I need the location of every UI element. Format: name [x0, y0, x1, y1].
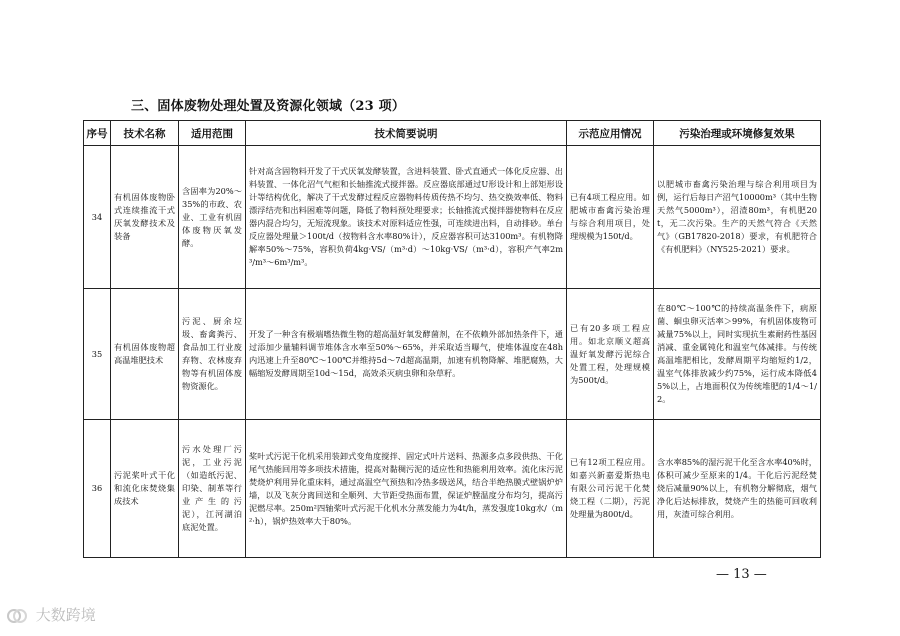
table-row	[84, 146, 821, 289]
technology-name: 有机固体废物超高温堆肥技术	[111, 289, 179, 420]
demonstration-application: 已有4项工程应用。如肥城市畜禽污染治理与综合利用项目，处理规模为150t/d。	[567, 146, 654, 289]
remediation-effect: 含水率85%的湿污泥干化至含水率40%时，体积可减少至原来的1/4。干化后污泥经焚烧后减量90%以上，有机物分解彻底，烟气净化后达标排放，焚烧产生的热能可回收利用，灰渣可综合利用。	[654, 420, 821, 558]
row-number: 36	[84, 420, 111, 558]
watermark-logo	[6, 604, 96, 625]
header-demo: 示范应用情况	[567, 121, 654, 146]
remediation-effect: 在80℃～100℃的持续高温条件下，病原菌、蛔虫卵灭活率＞99%，有机固体废物可减量75%以上，同时实现抗生素耐药性基因消减、重金属钝化和温室气体减排。与传统高温堆肥相比，发酵周期平均缩短约1/2，温室气体排放减少约75%，运行成本降低45%以上，占地面积仅为传统堆肥的1/4～1/2。	[654, 289, 821, 420]
section-title: 三、固体废物处理处置及资源化领域（23 项）	[131, 99, 406, 114]
header-num: 序号	[84, 121, 111, 146]
header-desc: 技术简要说明	[246, 121, 567, 146]
demonstration-application: 已有20多项工程应用。如北京顺义超高温好氧发酵污泥综合处置工程，处理规模为500t/d。	[567, 289, 654, 420]
application-scope: 污泥、厨余垃圾、畜禽粪污、食品加工行业废弃物、农林废弃物等有机固体废物资源化。	[179, 289, 246, 420]
technology-description: 开发了一种含有极端嗜热微生物的超高温好氧发酵菌剂，在不依赖外部加热条件下，通过添加少量辅料调节堆体含水率至50%～65%，并采取适当曝气，使堆体温度在48h内迅速上升至80℃～100℃并维持5d～7d超高温期，加速有机物降解、堆肥腐熟，大幅缩短发酵周期至10d～15d，高效杀灭病虫卵和杂草籽。	[246, 289, 567, 420]
technology-table	[83, 120, 821, 558]
header-effect: 污染治理或环境修复效果	[654, 121, 821, 146]
application-scope: 污水处理厂污泥，工业污泥（如造纸污泥、印染、制革等行业产生的污泥），江河湖泊底泥处置。	[179, 420, 246, 558]
application-scope: 含固率为20%～35%的市政、农业、工业有机固体废物厌氧发酵。	[179, 146, 246, 289]
watermark-text: 大数跨境	[35, 606, 96, 624]
header-scope: 适用范围	[179, 121, 246, 146]
page-number: — 13 —	[716, 567, 767, 582]
technology-description: 针对高含固物料开发了干式厌氧发酵装置，含进料装置、卧式直通式一体化反应器、出料装置、一体化沼气气柜和长轴推流式搅拌器。反应器底部通过U形设计和上部矩形设计等结构优化，解决了干式发酵过程反应器物料传质传热不均匀、热交换效率低、物料漂浮结壳和出料困难等问题，降低了物料预处理要求；长轴推流式搅拌器使物料在反应器内混合均匀，无短流现象。该技术对原料适应性强，可连续进出料，自动排砂。单台反应器处理量＞100t/d（按物料含水率80%计），反应器容积可达3100m³。有机物降解率50%～75%，容积负荷4kg·VS/（m³·d）～10kg·VS/（m³·d），容积产气率2m³/m³～6m³/m³。	[246, 146, 567, 289]
technology-name: 有机固体废物卧式连续推流干式厌氧发酵技术及装备	[111, 146, 179, 289]
remediation-effect: 以肥城市畜禽污染治理与综合利用项目为例，运行后每日产沼气10000m³（其中生物天然气5000m³），沼渣80m³，有机肥20t，无二次污染。生产的天然气符合《天然气》（GB17820-2018）要求，有机肥符合《有机肥料》（NY525-2021）要求。	[654, 146, 821, 289]
table-row	[84, 420, 821, 558]
watermark-icon	[6, 608, 28, 624]
row-number: 34	[84, 146, 111, 289]
demonstration-application: 已有12项工程应用。如嘉兴新嘉爱斯热电有限公司污泥干化焚烧工程（二期），污泥处理量为800t/d。	[567, 420, 654, 558]
row-number: 35	[84, 289, 111, 420]
table-header-row	[84, 121, 821, 146]
technology-description: 桨叶式污泥干化机采用装卸式变角度搅拌、固定式叶片送料、热源多点多段供热、干化尾气热能回用等多项技术措施，提高对黏稠污泥的适应性和热能利用效率。流化床污泥焚烧炉利用异化重床料，通过高温空气预热和冷热多级送风，结合半绝热膜式壁锅炉炉墙，以及飞灰分离回送和全顺列、大节距受热面布置，保证炉膛温度分布均匀，提高污泥燃尽率。250m²四轴桨叶式污泥干化机水分蒸发能力为4t/h，蒸发强度10kg水/（m²·h），锅炉热效率大于80%。	[246, 420, 567, 558]
header-name: 技术名称	[111, 121, 179, 146]
table-row	[84, 289, 821, 420]
technology-name: 污泥桨叶式干化和流化床焚烧集成技术	[111, 420, 179, 558]
